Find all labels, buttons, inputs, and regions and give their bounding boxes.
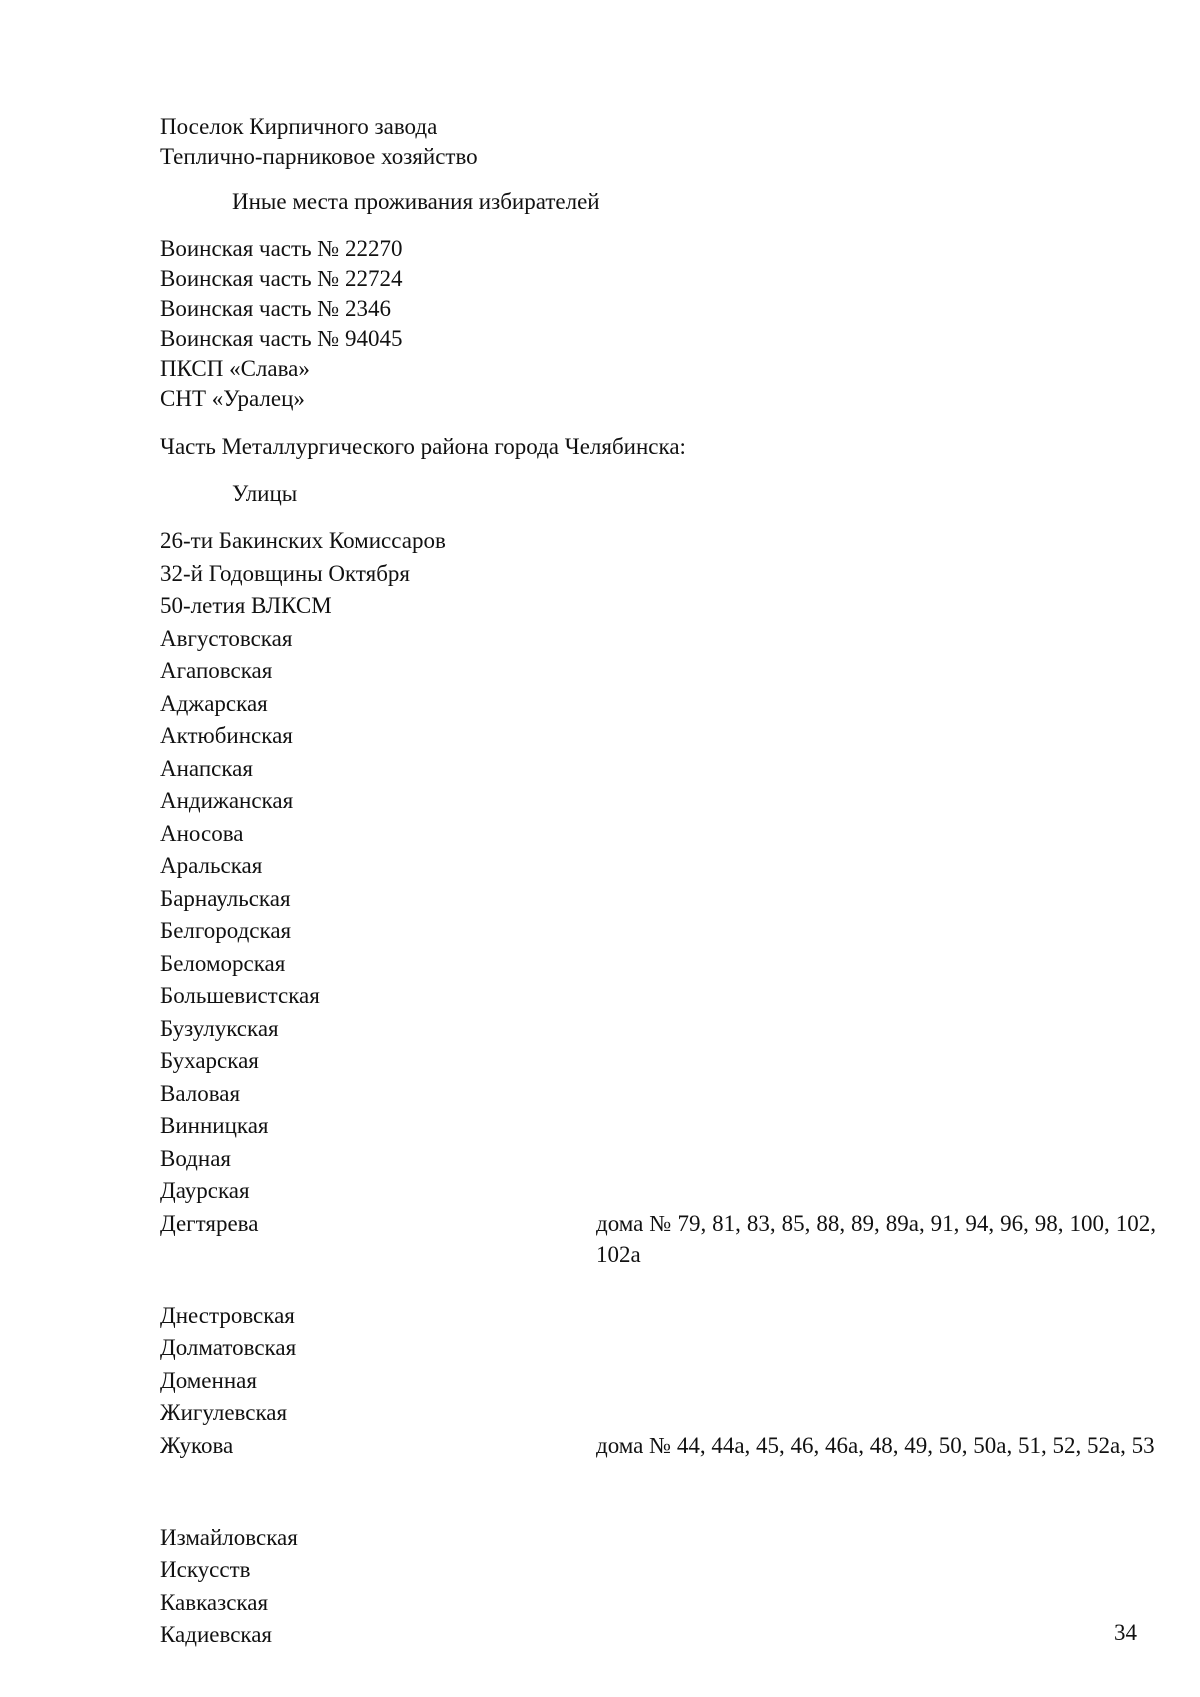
street-name: Искусств: [160, 1557, 251, 1582]
district-heading: Часть Металлургического района города Челябинска:: [160, 434, 686, 459]
street-row: [160, 883, 1120, 916]
street-name: Водная: [160, 1145, 231, 1171]
street-row: [160, 1013, 1120, 1046]
street-name: Долматовская: [160, 1335, 297, 1360]
street-house-numbers: дома № 44, 44а, 45, 46, 46а, 48, 49, 50, 50а, 51, 52, 52а, 53: [596, 1432, 1155, 1458]
other-place-item: ПКСП «Слава»: [160, 356, 310, 381]
street-row: [160, 1619, 1120, 1652]
street-row: [160, 525, 1120, 558]
street-name: Белгородская: [160, 918, 292, 943]
street-name: Кавказская: [160, 1589, 269, 1615]
street-row: [160, 915, 1120, 948]
page-number: 34: [1114, 1620, 1137, 1645]
street-row: [160, 720, 1120, 753]
street-row: [160, 655, 1120, 688]
street-row: [160, 980, 1120, 1013]
street-row: [160, 850, 1120, 883]
street-name: 50-летия ВЛКСМ: [160, 593, 332, 618]
street-name: Андижанская: [160, 788, 294, 813]
settlement-list: [160, 112, 478, 172]
street-row: [160, 1175, 1120, 1208]
street-row: [160, 1397, 1120, 1430]
other-place-item: Воинская часть № 94045: [160, 326, 403, 351]
street-row: [160, 558, 1120, 591]
street-name: Аносова: [160, 820, 244, 846]
other-places-list: [160, 234, 403, 414]
street-house-numbers: дома № 79, 81, 83, 85, 88, 89, 89а, 91, 94, 96, 98, 100, 102, 102а: [596, 1210, 1156, 1267]
street-name: Дегтярева: [160, 1210, 259, 1236]
other-places-heading: Иные места проживания избирателей: [232, 189, 600, 214]
street-row: [160, 1078, 1120, 1111]
street-name: Августовская: [160, 625, 293, 651]
street-row: [160, 1554, 1120, 1587]
street-name: 26-ти Бакинских Комиссаров: [160, 528, 446, 553]
street-name: Винницкая: [160, 1113, 269, 1138]
street-name: Бухарская: [160, 1048, 259, 1073]
street-row: [160, 1522, 1120, 1555]
district-heading-block: [160, 432, 686, 462]
other-places-heading-block: [160, 187, 600, 217]
street-row: [160, 1110, 1120, 1143]
street-row: [160, 623, 1120, 656]
street-name: Измайловская: [160, 1524, 298, 1550]
other-place-item: Воинская часть № 2346: [160, 296, 391, 321]
street-row: [160, 1430, 1155, 1522]
street-name: Аджарская: [160, 690, 268, 716]
street-row: [160, 785, 1120, 818]
street-name: Беломорская: [160, 950, 286, 976]
street-row: [160, 818, 1120, 851]
street-row: [160, 948, 1120, 981]
street-name: Валовая: [160, 1080, 241, 1106]
street-row: [160, 753, 1120, 786]
street-row: [160, 1300, 1120, 1333]
street-name: Даурская: [160, 1178, 250, 1203]
street-name: Кадиевская: [160, 1622, 273, 1647]
street-row: [160, 1332, 1120, 1365]
street-name: Доменная: [160, 1367, 257, 1393]
street-row: [160, 1208, 1156, 1300]
street-row: [160, 1365, 1120, 1398]
street-row: [160, 590, 1120, 623]
street-name: Бузулукская: [160, 1015, 279, 1041]
other-place-item: Воинская часть № 22724: [160, 266, 403, 291]
street-name: Актюбинская: [160, 723, 293, 748]
street-name: Агаповская: [160, 658, 273, 683]
street-row: [160, 1045, 1120, 1078]
street-name: Большевистская: [160, 983, 320, 1008]
street-name: Барнаульская: [160, 885, 291, 911]
other-place-item: Воинская часть № 22270: [160, 236, 403, 261]
other-place-item: СНТ «Уралец»: [160, 386, 305, 411]
settlement-line: Теплично-парниковое хозяйство: [160, 144, 478, 169]
settlement-line: Поселок Кирпичного завода: [160, 114, 438, 139]
street-row: [160, 1587, 1120, 1620]
streets-heading: Улицы: [232, 481, 298, 506]
street-row: [160, 688, 1120, 721]
street-name: Жигулевская: [160, 1400, 288, 1425]
street-name: 32-й Годовщины Октября: [160, 560, 411, 586]
street-name: Жукова: [160, 1432, 234, 1458]
streets-heading-block: [160, 479, 297, 509]
street-row: [160, 1143, 1120, 1176]
street-name: Аральская: [160, 853, 263, 878]
street-name: Анапская: [160, 755, 253, 781]
street-name: Днестровская: [160, 1302, 295, 1328]
